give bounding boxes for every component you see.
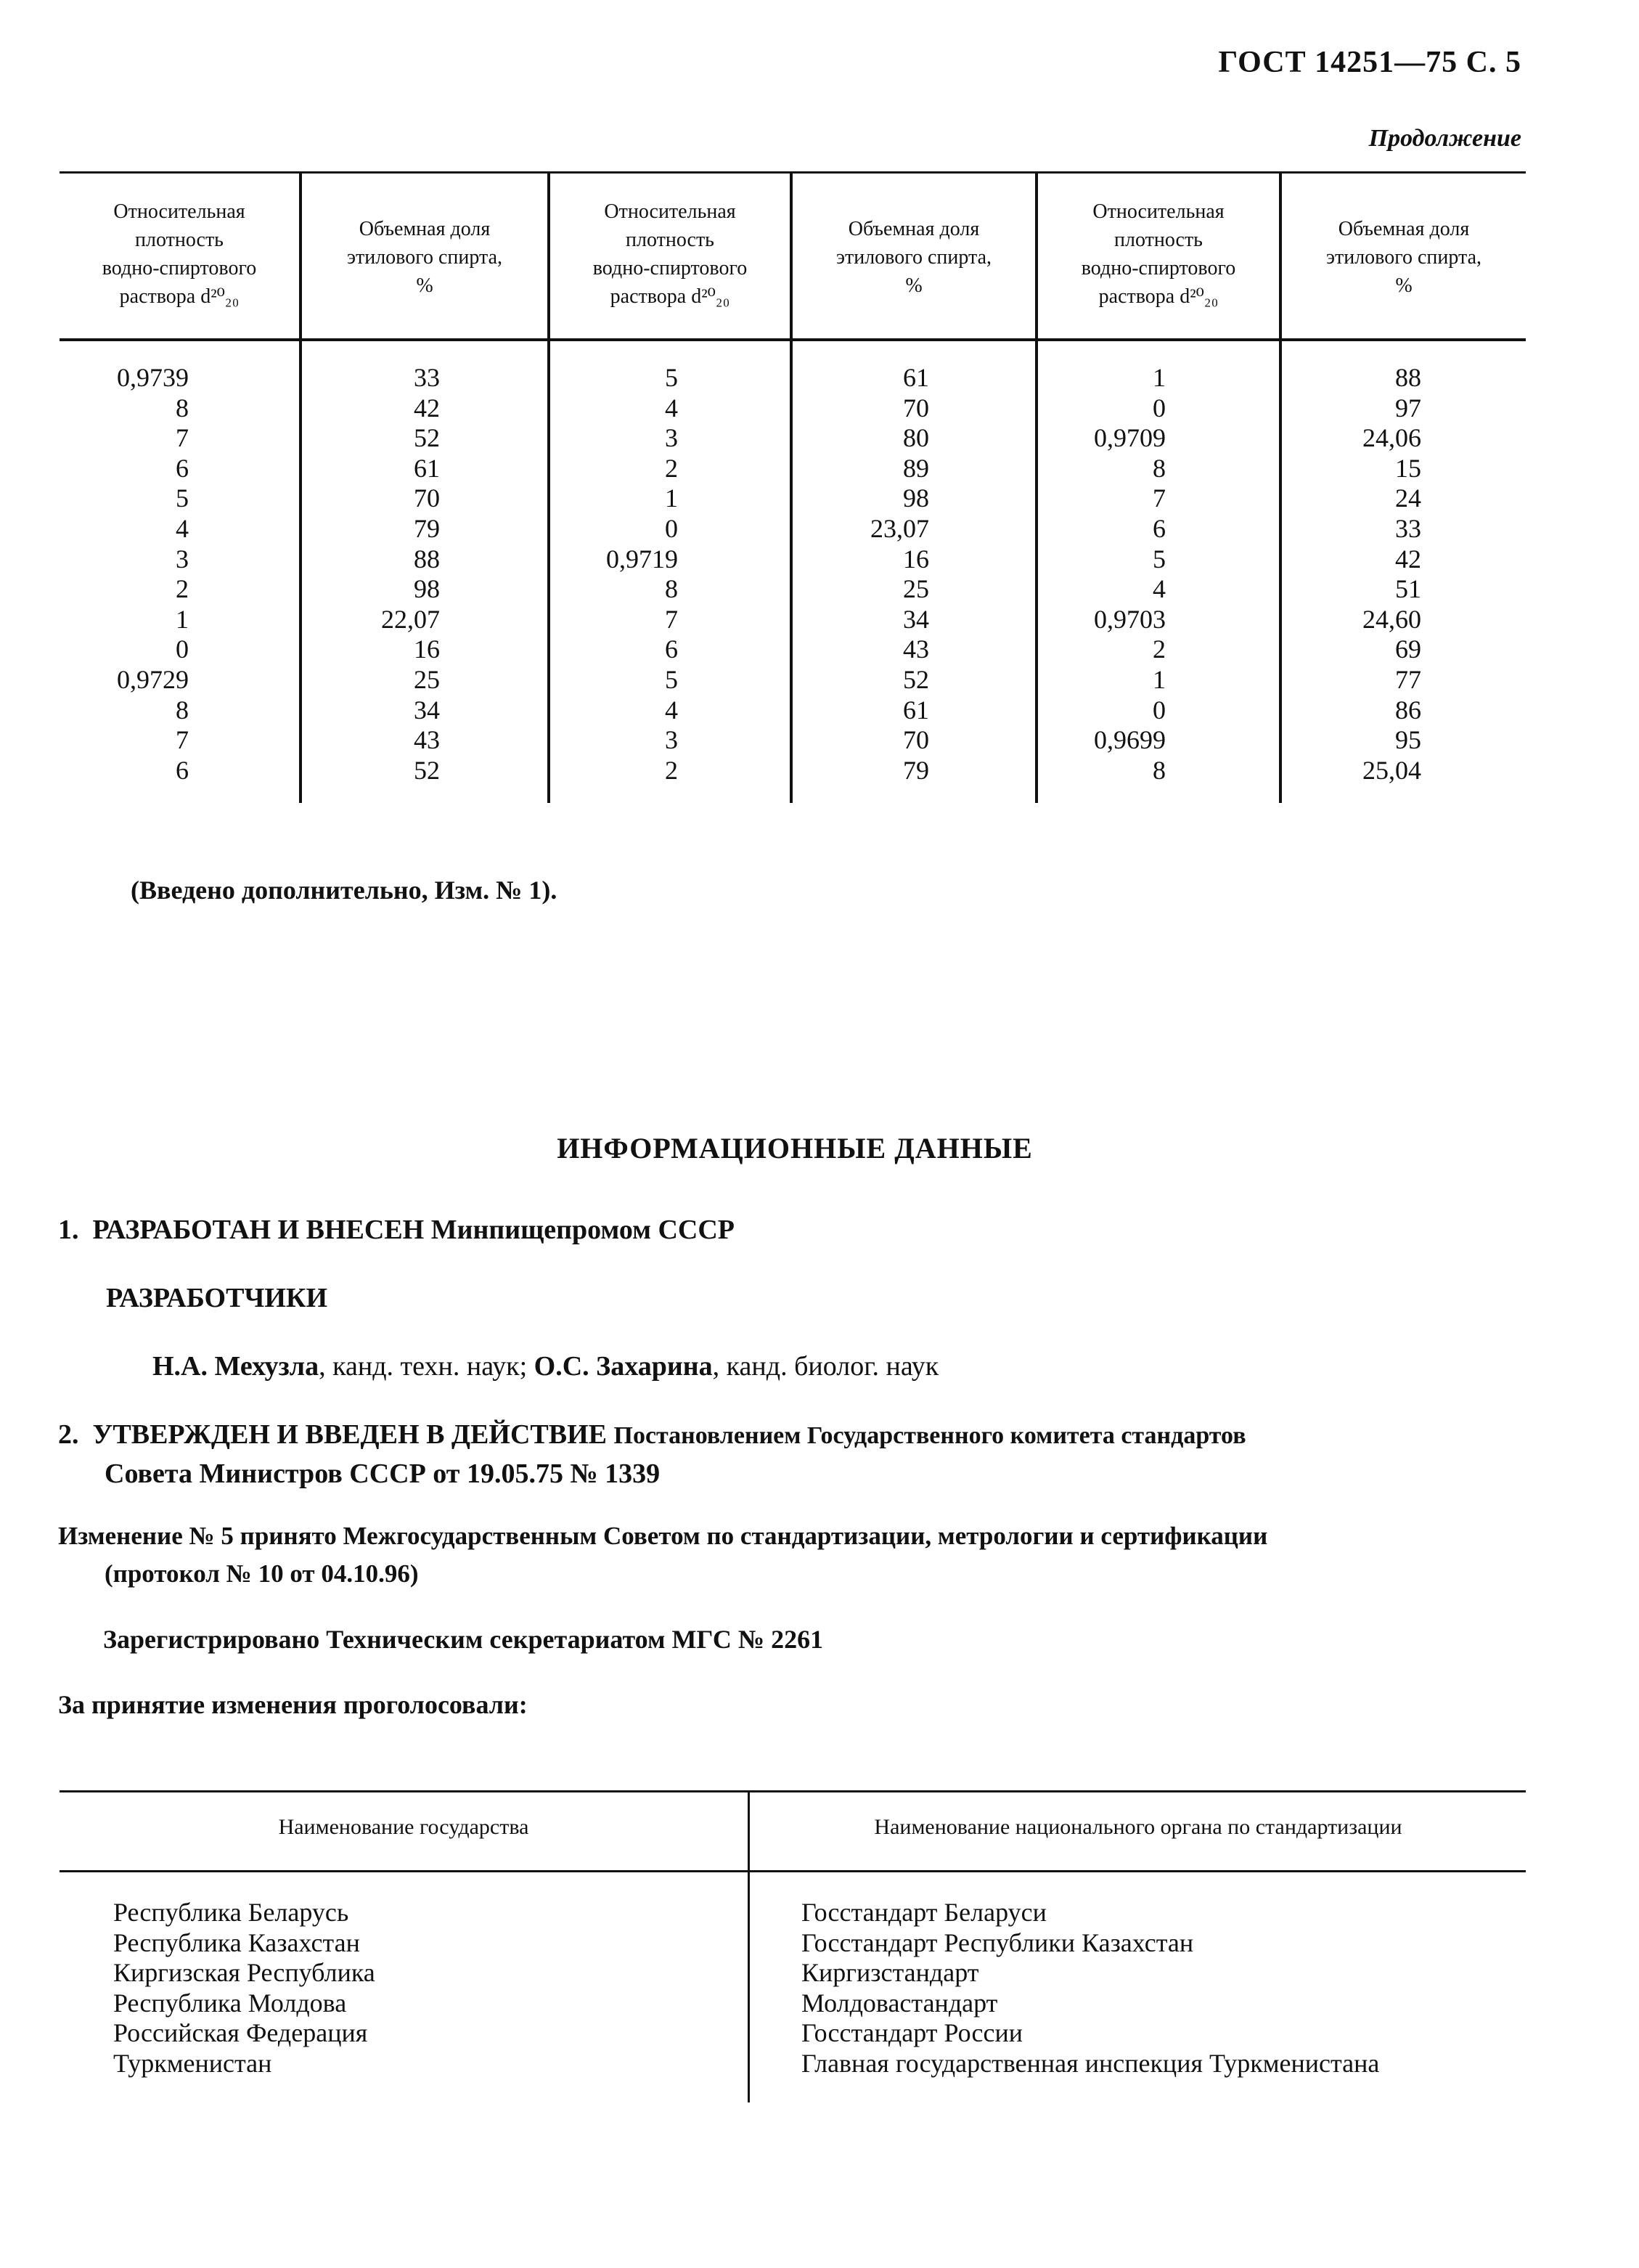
voted-line: За принятие изменения проголосовали: <box>58 1690 528 1719</box>
table-cell: 0 <box>1153 393 1166 423</box>
table-cell: 1 <box>176 604 189 634</box>
table-cell: 1 <box>1153 664 1166 694</box>
table-cell: 70 <box>903 725 929 755</box>
table-cell: 24,06 <box>1362 423 1421 453</box>
section-title: ИНФОРМАЦИОННЫЕ ДАННЫЕ <box>557 1132 1033 1164</box>
alcohol-column-2 <box>870 363 929 786</box>
table-cell: 0,9739 <box>117 363 189 392</box>
list-item: Главная государственная инспекция Туркменистана <box>801 2048 1380 2078</box>
developers-label: РАЗРАБОТЧИКИ <box>106 1283 328 1313</box>
table-cell: 61 <box>414 453 440 483</box>
item-2-lead: УТВЕРЖДЕН И ВВЕДЕН В ДЕЙСТВИЕ <box>92 1419 607 1450</box>
table-cell: 33 <box>414 363 440 392</box>
density-column-2 <box>606 363 678 786</box>
table-cell: 52 <box>414 423 440 453</box>
developer-1-degree: , канд. техн. наук; <box>319 1351 534 1382</box>
table-cell: 4 <box>176 513 189 543</box>
item-2-rest: Постановлением Государственного комитета стандартов <box>613 1422 1246 1449</box>
registered-line: Зарегистрировано Техническим секретариатом МГС № 2261 <box>103 1625 824 1654</box>
item-1 <box>58 1211 735 1249</box>
table-cell: 7 <box>176 423 189 453</box>
table-cell: 23,07 <box>870 513 929 543</box>
table-cell: 3 <box>665 423 678 453</box>
item-2-line-2: Совета Министров СССР от 19.05.75 № 1339 <box>105 1459 661 1489</box>
table-cell: 4 <box>665 393 678 423</box>
table-cell: 98 <box>414 574 440 604</box>
item-2-number: 2. <box>58 1419 79 1450</box>
table-cell: 25,04 <box>1362 755 1421 785</box>
table-cell: 24,60 <box>1362 604 1421 634</box>
table-cell: 6 <box>665 635 678 664</box>
list-item: Киргизская Республика <box>113 1958 375 1988</box>
table-cell: 69 <box>1395 635 1421 664</box>
page-header-title: ГОСТ 14251—75 С. 5 <box>1218 46 1521 79</box>
table-cell: 6 <box>176 453 189 483</box>
table-cell: 4 <box>1153 574 1166 604</box>
table-cell: 43 <box>414 725 440 755</box>
table-cell: 8 <box>1153 453 1166 483</box>
table-cell: 77 <box>1395 664 1421 694</box>
alcohol-column-3 <box>1362 363 1421 786</box>
table-cell: 25 <box>414 664 440 694</box>
table-cell: 5 <box>665 363 678 392</box>
states-table-header-rule <box>60 1870 1526 1872</box>
table-cell: 42 <box>414 393 440 423</box>
table-cell: 88 <box>414 544 440 574</box>
table-cell: 52 <box>903 664 929 694</box>
table-cell: 43 <box>903 635 929 664</box>
standards-bodies-list <box>801 1898 1379 2079</box>
table-cell: 33 <box>1395 513 1421 543</box>
table-cell: 0 <box>176 635 189 664</box>
table-cell: 8 <box>1153 755 1166 785</box>
table-cell: 0,9709 <box>1094 423 1166 453</box>
table-cell: 2 <box>665 453 678 483</box>
table-top-rule <box>60 171 1526 174</box>
table-cell: 5 <box>665 664 678 694</box>
table-cell: 79 <box>414 513 440 543</box>
table-cell: 25 <box>903 574 929 604</box>
table-cell: 24 <box>1395 484 1421 513</box>
list-item: Российская Федерация <box>113 2018 368 2048</box>
states-list <box>113 1898 375 2079</box>
table-cell: 70 <box>414 484 440 513</box>
table-cell: 2 <box>176 574 189 604</box>
list-item: Киргизстандарт <box>801 1958 979 1988</box>
density-column-1 <box>117 363 189 786</box>
table-cell: 0,9719 <box>606 544 678 574</box>
table-cell: 0,9729 <box>117 664 189 694</box>
table-cell: 61 <box>903 695 929 725</box>
table-cell: 16 <box>903 544 929 574</box>
table-cell: 61 <box>903 363 929 392</box>
table-cell: 5 <box>176 484 189 513</box>
table-cell: 16 <box>414 635 440 664</box>
list-item: Молдовастандарт <box>801 1988 998 2018</box>
developers-line <box>152 1347 939 1385</box>
table-cell: 8 <box>176 393 189 423</box>
amendment-note: (Введено дополнительно, Изм. № 1). <box>131 876 557 905</box>
table-header-rule <box>60 338 1526 341</box>
table-cell: 51 <box>1395 574 1421 604</box>
change-line-2: (протокол № 10 от 04.10.96) <box>105 1559 419 1588</box>
table-cell: 95 <box>1395 725 1421 755</box>
header-density-3: Относительная плотность водно-спиртового раствора d²⁰₂₀ <box>1081 200 1236 308</box>
table-cell: 98 <box>903 484 929 513</box>
table-cell: 6 <box>176 755 189 785</box>
header-density-1: Относительная плотность водно-спиртового раствора d²⁰₂₀ <box>102 200 257 308</box>
table-cell: 3 <box>665 725 678 755</box>
table-cell: 8 <box>176 695 189 725</box>
table-cell: 89 <box>903 453 929 483</box>
table-cell: 70 <box>903 393 929 423</box>
table-cell: 2 <box>1153 635 1166 664</box>
table-cell: 79 <box>903 755 929 785</box>
item-1-number: 1. <box>58 1215 79 1245</box>
item-1-rest: Минпищепромом СССР <box>430 1215 735 1245</box>
table-cell: 34 <box>903 604 929 634</box>
table-cell: 2 <box>665 755 678 785</box>
table-cell: 80 <box>903 423 929 453</box>
table-cell: 22,07 <box>381 604 440 634</box>
list-item: Республика Беларусь <box>113 1898 349 1927</box>
density-column-3 <box>1094 363 1166 786</box>
table-cell: 7 <box>1153 484 1166 513</box>
developer-2-name: О.С. Захарина <box>534 1351 713 1382</box>
table-cell: 86 <box>1395 695 1421 725</box>
table-cell: 0,9699 <box>1094 725 1166 755</box>
change-statement <box>58 1517 1267 1593</box>
list-item: Госстандарт Беларуси <box>801 1898 1047 1927</box>
table-cell: 15 <box>1395 453 1421 483</box>
header-standards-body: Наименование национального органа по стандартизации <box>874 1815 1402 1839</box>
list-item: Туркменистан <box>113 2048 272 2078</box>
header-state-name: Наименование государства <box>278 1815 529 1839</box>
continuation-label: Продолжение <box>1368 125 1521 152</box>
table-cell: 42 <box>1395 544 1421 574</box>
list-item: Госстандарт Республики Казахстан <box>801 1928 1194 1957</box>
list-item: Республика Молдова <box>113 1988 347 2018</box>
table-cell: 1 <box>1153 363 1166 392</box>
table-cell: 0,9703 <box>1094 604 1166 634</box>
list-item: Республика Казахстан <box>113 1928 360 1957</box>
table-cell: 8 <box>665 574 678 604</box>
alcohol-column-1 <box>381 363 440 786</box>
header-alcohol-1: Объемная доля этилового спирта, % <box>346 218 503 297</box>
table-cell: 1 <box>665 484 678 513</box>
table-cell: 97 <box>1395 393 1421 423</box>
list-item: Госстандарт России <box>801 2018 1023 2048</box>
header-alcohol-2: Объемная доля этилового спирта, % <box>835 218 992 297</box>
header-alcohol-3: Объемная доля этилового спирта, % <box>1325 218 1482 297</box>
item-1-lead: РАЗРАБОТАН И ВНЕСЕН <box>92 1215 425 1245</box>
developer-1-name: Н.А. Мехузла <box>152 1351 319 1382</box>
change-line-1: Изменение № 5 принято Межгосударственным Советом по стандартизации, метрологии и сертификации <box>58 1522 1268 1550</box>
table-cell: 0 <box>1153 695 1166 725</box>
states-table-top-rule <box>60 1790 1526 1792</box>
states-table-divider <box>748 1790 750 2102</box>
table-cell: 34 <box>414 695 440 725</box>
developer-2-degree: , канд. биолог. наук <box>712 1351 939 1382</box>
table-cell: 88 <box>1395 363 1421 392</box>
table-cell: 52 <box>414 755 440 785</box>
table-cell: 3 <box>176 544 189 574</box>
table-cell: 5 <box>1153 544 1166 574</box>
item-2 <box>58 1416 1246 1493</box>
header-density-2: Относительная плотность водно-спиртового раствора d²⁰₂₀ <box>592 200 748 308</box>
table-cell: 0 <box>665 513 678 543</box>
table-cell: 6 <box>1153 513 1166 543</box>
table-cell: 7 <box>176 725 189 755</box>
table-cell: 4 <box>665 695 678 725</box>
table-cell: 7 <box>665 604 678 634</box>
